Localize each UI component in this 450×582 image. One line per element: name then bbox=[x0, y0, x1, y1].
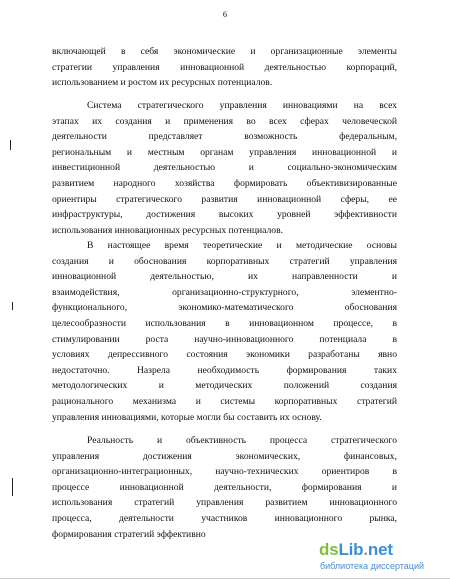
scan-artifact-mark bbox=[10, 140, 11, 150]
text-line: процессе инновационной деятельности, формирования и bbox=[52, 481, 397, 493]
text-line: целесообразности использования в инновационном процессе, в bbox=[52, 317, 397, 329]
text-line: развитием народного хозяйства формировать объективизированные bbox=[52, 177, 397, 189]
logo-ds-text: ds bbox=[319, 540, 339, 559]
text-line: использования инновационных ресурсных потенциалов. bbox=[52, 224, 284, 236]
text-line: деятельности представляет возможность федеральным, bbox=[52, 131, 397, 143]
text-line: региональным и местным органам управления инновационной и bbox=[52, 146, 397, 158]
dslib-watermark bbox=[317, 540, 442, 574]
text-line: инновационной деятельностью, их направленности и bbox=[52, 271, 397, 283]
text-line: формирования стратегий эффективно bbox=[52, 528, 206, 540]
watermark-tagline: библиотека диссертаций bbox=[320, 561, 425, 571]
text-line: стимулировании роста научно-инновационного потенциала в bbox=[52, 333, 397, 345]
paragraph-2 bbox=[52, 98, 397, 238]
paragraph-3 bbox=[52, 238, 397, 425]
text-line: недостаточно. Назрела необходимость формирования таких bbox=[52, 364, 397, 376]
text-line: инфраструктуры, достижения высоких уровней эффективности bbox=[52, 209, 397, 221]
text-line: организационно-интеграционных, научно-технических ориентиров в bbox=[52, 466, 397, 478]
scan-artifact-mark bbox=[12, 478, 13, 496]
logo-dot-text: . bbox=[363, 540, 368, 559]
text-line: создания и обоснования корпоративных стратегий управления bbox=[52, 255, 397, 267]
text-line: использованием и ростом их ресурсных потенциалов. bbox=[52, 77, 273, 89]
paragraph-1 bbox=[52, 44, 397, 91]
page-bottom-edge bbox=[0, 578, 450, 579]
dslib-logo bbox=[319, 540, 393, 560]
text-line: управления достижения экономических, финансовых, bbox=[52, 450, 397, 462]
text-line: функционального, экономико-математического обоснования bbox=[52, 302, 397, 314]
text-line: Система стратегического управления инновациями на всех bbox=[87, 100, 397, 111]
logo-lib-text: Lib bbox=[338, 540, 364, 559]
text-line: управления инновациями, которые могли бы составить их основу. bbox=[52, 411, 322, 423]
page-number: 6 bbox=[222, 9, 228, 19]
text-line: рационального механизма и системы корпоративных стратегий bbox=[52, 395, 397, 407]
text-line: инвестиционной деятельностью и социально-экономическим bbox=[52, 162, 397, 174]
paragraph-4 bbox=[52, 433, 397, 542]
logo-net-text: net bbox=[367, 540, 393, 559]
text-line: использования стратегий управления развитием инновационного bbox=[52, 497, 397, 509]
text-line: методологических и методических положений создания bbox=[52, 380, 397, 392]
text-line: условиях депрессивного состояния экономики разработаны явно bbox=[52, 349, 397, 361]
scan-artifact-mark bbox=[12, 302, 13, 310]
text-line: В настоящее время теоретические и методические основы bbox=[87, 240, 397, 251]
text-line: ориентиры стратегического развития инновационной сферы, ее bbox=[52, 193, 397, 205]
text-line: взаимодействия, организационно-структурного, элементно- bbox=[52, 286, 397, 298]
text-line: стратегии управления инновационной деятельностью корпораций, bbox=[52, 61, 397, 73]
text-line: этапах их создания и применения во всех сферах человеческой bbox=[52, 115, 397, 127]
text-line: процесса, деятельности участников инновационного рынка, bbox=[52, 512, 397, 524]
text-line: включающей в себя экономические и организационные элементы bbox=[52, 46, 397, 57]
text-line: Реальность и объективность процесса стратегического bbox=[87, 435, 397, 446]
